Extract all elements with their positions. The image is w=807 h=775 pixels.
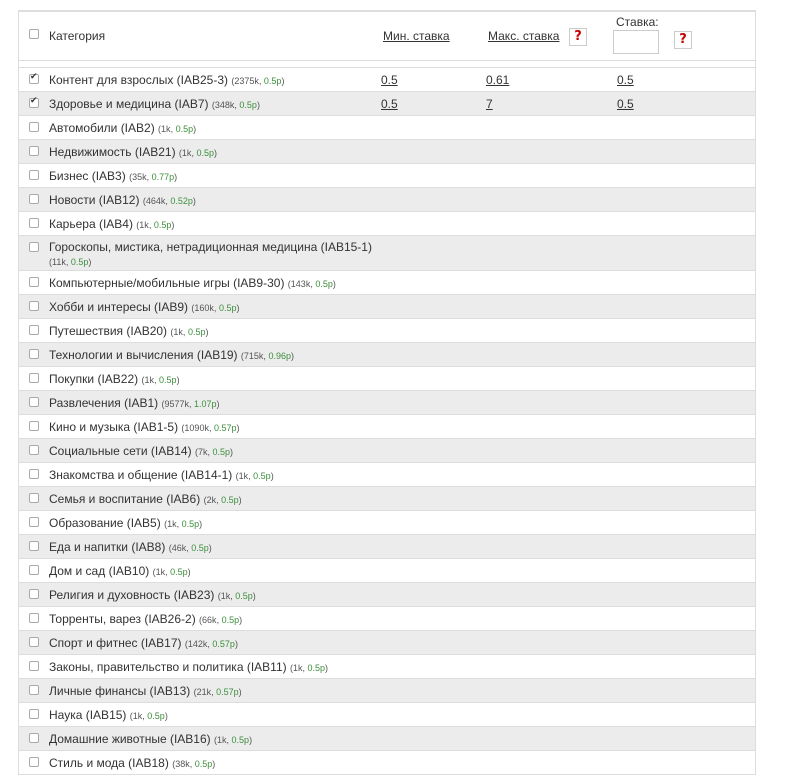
category-price: 0.5р xyxy=(212,447,230,457)
category-checkbox[interactable] xyxy=(29,421,39,431)
category-label: Хобби и интересы (IAB9) xyxy=(49,300,189,314)
table-row xyxy=(19,487,755,511)
category-stats: (143k, 0.5р) xyxy=(287,279,336,289)
impressions-count: 1k xyxy=(155,567,166,577)
category-price: 0.77р xyxy=(151,172,175,182)
category-price: 0.5р xyxy=(315,279,333,289)
category-name xyxy=(49,612,242,626)
category-checkbox[interactable] xyxy=(29,242,39,252)
category-name xyxy=(49,660,328,674)
bid-value[interactable]: 0.5 xyxy=(617,73,634,87)
category-stats: (1k, 0.5р) xyxy=(158,124,197,134)
category-name xyxy=(49,516,202,530)
table-row xyxy=(19,439,755,463)
category-name xyxy=(49,540,212,554)
impressions-count: 1k xyxy=(238,471,249,481)
impressions-count: 1k xyxy=(132,711,143,721)
max-bid-value[interactable]: 0.61 xyxy=(486,73,510,87)
category-price: 0.5р xyxy=(221,495,239,505)
category-stats: (46k, 0.5р) xyxy=(168,543,212,553)
category-checkbox[interactable] xyxy=(29,565,39,575)
impressions-count: 1k xyxy=(292,663,303,673)
impressions-count: 1k xyxy=(144,375,155,385)
category-list xyxy=(19,68,755,775)
header-spacer xyxy=(19,61,755,68)
category-price: 0.57р xyxy=(212,639,235,649)
bid-input[interactable] xyxy=(613,30,659,54)
category-table xyxy=(18,10,756,775)
min-bid-value[interactable]: 0.5 xyxy=(381,97,398,111)
impressions-count: 464k xyxy=(145,196,166,206)
category-name xyxy=(49,324,208,338)
table-row xyxy=(19,751,755,775)
category-label: Знакомства и общение (IAB14-1) xyxy=(49,468,233,482)
table-row xyxy=(19,415,755,439)
category-label: Бизнес (IAB3) xyxy=(49,169,126,183)
table-row xyxy=(19,535,755,559)
category-price: 0.5р xyxy=(194,759,213,769)
bid-help-icon[interactable]: ? xyxy=(674,31,692,49)
impressions-count: 160k xyxy=(194,303,214,313)
category-stats: (1k, 0.5р) xyxy=(141,375,180,385)
category-stats: (1k, 0.5р) xyxy=(214,735,253,745)
category-price: 1.07р xyxy=(194,399,217,409)
category-stats: (1k, 0.5р) xyxy=(289,663,329,673)
category-checkbox[interactable] xyxy=(29,98,39,108)
category-name xyxy=(49,169,177,183)
category-label: Карьера (IAB4) xyxy=(49,217,133,231)
table-row xyxy=(19,92,755,116)
category-price: 0.5р xyxy=(235,591,253,601)
category-name xyxy=(49,636,238,650)
table-row xyxy=(19,319,755,343)
category-stats: (1090k, 0.57р) xyxy=(181,423,240,433)
category-stats: (2k, 0.5р) xyxy=(203,495,242,505)
category-checkbox[interactable] xyxy=(29,757,39,767)
category-checkbox[interactable] xyxy=(29,349,39,359)
category-name xyxy=(49,217,174,231)
table-row xyxy=(19,271,755,295)
category-label: Торренты, варез (IAB26-2) xyxy=(49,612,196,626)
category-label: Технологии и вычисления (IAB19) xyxy=(49,348,238,362)
category-stats: (1k, 0.5р) xyxy=(170,327,209,337)
table-row xyxy=(19,679,755,703)
category-stats: (9577k, 1.07р) xyxy=(161,399,220,409)
category-label: Путешествия (IAB20) xyxy=(49,324,168,338)
category-checkbox[interactable] xyxy=(29,397,39,407)
category-name xyxy=(49,193,196,207)
table-row xyxy=(19,463,755,487)
category-checkbox[interactable] xyxy=(29,445,39,455)
category-name xyxy=(49,420,240,434)
category-label: Развлечения (IAB1) xyxy=(49,396,159,410)
category-checkbox[interactable] xyxy=(29,74,39,84)
category-price: 0.5р xyxy=(153,220,172,230)
category-price: 0.5р xyxy=(253,471,271,481)
category-checkbox[interactable] xyxy=(29,301,39,311)
category-stats: (1k, 0.5р) xyxy=(217,591,256,601)
category-checkbox[interactable] xyxy=(29,541,39,551)
category-stats: (348k, 0.5р) xyxy=(211,100,260,110)
category-name xyxy=(49,444,233,458)
category-price: 0.5р xyxy=(196,148,214,158)
category-name xyxy=(49,708,168,722)
impressions-count: 142k xyxy=(187,639,208,649)
table-row xyxy=(19,631,755,655)
table-row xyxy=(19,295,755,319)
category-label: Недвижимость (IAB21) xyxy=(49,145,176,159)
impressions-count: 1k xyxy=(220,591,231,601)
impressions-count: 1k xyxy=(181,148,192,158)
table-row xyxy=(19,703,755,727)
category-label: Домашние животные (IAB16) xyxy=(49,732,211,746)
category-name xyxy=(49,396,220,410)
impressions-count: 35k xyxy=(132,172,147,182)
category-stats: (1k, 0.5р) xyxy=(178,148,217,158)
category-label: Кино и музыка (IAB1-5) xyxy=(49,420,179,434)
category-checkbox[interactable] xyxy=(29,709,39,719)
category-column-header: Категория xyxy=(49,29,106,43)
table-row xyxy=(19,511,755,535)
category-label: Стиль и мода (IAB18) xyxy=(49,756,169,770)
category-name xyxy=(49,121,196,135)
category-label: Контент для взрослых (IAB25-3) xyxy=(49,73,229,87)
impressions-count: 66k xyxy=(202,615,217,625)
category-checkbox[interactable] xyxy=(29,637,39,647)
category-checkbox[interactable] xyxy=(29,373,39,383)
category-price: 0.57р xyxy=(216,687,239,697)
category-label: Здоровье и медицина (IAB7) xyxy=(49,97,209,111)
category-price: 0.5р xyxy=(159,375,177,385)
category-price: 0.52р xyxy=(170,196,193,206)
category-label: Законы, правительство и политика (IAB11) xyxy=(49,660,287,674)
category-checkbox[interactable] xyxy=(29,170,39,180)
category-price: 0.5р xyxy=(218,303,237,313)
category-label: Гороскопы, мистика, нетрадиционная медицина (IAB15-1) xyxy=(49,240,372,254)
category-label: Наука (IAB15) xyxy=(49,708,127,722)
min-bid-sort-link[interactable]: Мин. ставка xyxy=(383,29,450,43)
category-checkbox[interactable] xyxy=(29,661,39,671)
category-name xyxy=(49,684,242,698)
category-price: 0.96р xyxy=(268,351,291,361)
category-stats: (1k, 0.5р) xyxy=(152,567,191,577)
category-name xyxy=(49,240,379,269)
min-bid-value[interactable]: 0.5 xyxy=(381,73,398,87)
impressions-count: 1k xyxy=(139,220,149,230)
category-price: 0.5р xyxy=(239,100,257,110)
select-all-checkbox[interactable] xyxy=(29,29,39,39)
category-label: Новости (IAB12) xyxy=(49,193,140,207)
category-stats: (38k, 0.5р) xyxy=(172,759,216,769)
category-price: 0.5р xyxy=(170,567,188,577)
table-row xyxy=(19,164,755,188)
category-price: 0.5р xyxy=(191,543,209,553)
category-label: Покупки (IAB22) xyxy=(49,372,139,386)
table-row xyxy=(19,607,755,631)
table-row xyxy=(19,727,755,751)
table-row xyxy=(19,68,755,92)
category-stats: (11k, 0.5р) xyxy=(49,257,92,267)
category-checkbox[interactable] xyxy=(29,469,39,479)
category-price: 0.5р xyxy=(70,257,89,267)
impressions-count: 21k xyxy=(196,687,212,697)
impressions-count: 11k xyxy=(52,257,66,267)
category-checkbox[interactable] xyxy=(29,146,39,156)
category-price: 0.57р xyxy=(213,423,237,433)
category-name xyxy=(49,732,252,746)
category-checkbox[interactable] xyxy=(29,517,39,527)
category-stats: (2375k, 0.5р) xyxy=(231,76,285,86)
category-price: 0.5р xyxy=(263,76,282,86)
category-name xyxy=(49,492,242,506)
category-price: 0.5р xyxy=(221,615,240,625)
category-label: Религия и духовность (IAB23) xyxy=(49,588,215,602)
impressions-count: 38k xyxy=(175,759,190,769)
category-stats: (1k, 0.5р) xyxy=(164,519,203,529)
table-row xyxy=(19,583,755,607)
table-row xyxy=(19,391,755,415)
category-name xyxy=(49,145,217,159)
category-name xyxy=(49,756,215,770)
max-bid-help-icon[interactable]: ? xyxy=(569,28,587,46)
impressions-count: 1k xyxy=(161,124,171,134)
impressions-count: 1k xyxy=(173,327,183,337)
category-label: Личные финансы (IAB13) xyxy=(49,684,191,698)
impressions-count: 348k xyxy=(214,100,235,110)
table-row xyxy=(19,116,755,140)
bid-label: Ставка: xyxy=(616,15,659,29)
category-stats: (715k, 0.96р) xyxy=(240,351,294,361)
category-stats: (160k, 0.5р) xyxy=(191,303,240,313)
category-name xyxy=(49,97,260,111)
impressions-count: 2k xyxy=(206,495,217,505)
category-checkbox[interactable] xyxy=(29,685,39,695)
category-price: 0.5р xyxy=(187,327,206,337)
impressions-count: 715k xyxy=(243,351,264,361)
table-row xyxy=(19,367,755,391)
category-label: Еда и напитки (IAB8) xyxy=(49,540,166,554)
category-checkbox[interactable] xyxy=(29,733,39,743)
category-label: Автомобили (IAB2) xyxy=(49,121,155,135)
category-price: 0.5р xyxy=(231,735,250,745)
category-checkbox[interactable] xyxy=(29,122,39,132)
category-checkbox[interactable] xyxy=(29,325,39,335)
table-row xyxy=(19,188,755,212)
table-row xyxy=(19,559,755,583)
category-name xyxy=(49,468,274,482)
impressions-count: 143k xyxy=(290,279,311,289)
category-label: Социальные сети (IAB14) xyxy=(49,444,192,458)
impressions-count: 1090k xyxy=(184,423,209,433)
impressions-count: 7k xyxy=(197,447,208,457)
category-price: 0.5р xyxy=(181,519,200,529)
impressions-count: 2375k xyxy=(234,76,259,86)
category-stats: (35k, 0.77р) xyxy=(129,172,178,182)
category-checkbox[interactable] xyxy=(29,277,39,287)
impressions-count: 46k xyxy=(171,543,187,553)
bid-value[interactable]: 0.5 xyxy=(617,97,634,111)
category-name xyxy=(49,300,239,314)
category-stats: (142k, 0.57р) xyxy=(184,639,238,649)
impressions-count: 9577k xyxy=(164,399,189,409)
table-row xyxy=(19,236,755,271)
category-stats: (464k, 0.52р) xyxy=(142,196,196,206)
category-price: 0.5р xyxy=(307,663,326,673)
category-stats: (1k, 0.5р) xyxy=(129,711,168,721)
category-stats: (1k, 0.5р) xyxy=(136,220,175,230)
category-name xyxy=(49,372,180,386)
category-stats: (21k, 0.57р) xyxy=(193,687,242,697)
category-label: Спорт и фитнес (IAB17) xyxy=(49,636,182,650)
category-name xyxy=(49,276,336,290)
category-name xyxy=(49,588,256,602)
category-price: 0.5р xyxy=(175,124,194,134)
table-row xyxy=(19,140,755,164)
category-checkbox[interactable] xyxy=(29,613,39,623)
max-bid-sort-link[interactable]: Макс. ставка xyxy=(488,29,560,43)
category-price: 0.5р xyxy=(147,711,165,721)
category-stats: (1k, 0.5р) xyxy=(235,471,274,481)
category-checkbox[interactable] xyxy=(29,589,39,599)
category-checkbox[interactable] xyxy=(29,194,39,204)
category-label: Дом и сад (IAB10) xyxy=(49,564,150,578)
category-name xyxy=(49,348,294,362)
category-label: Образование (IAB5) xyxy=(49,516,161,530)
table-header xyxy=(19,12,755,61)
impressions-count: 1k xyxy=(167,519,177,529)
category-stats: (66k, 0.5р) xyxy=(199,615,243,625)
category-label: Компьютерные/мобильные игры (IAB9-30) xyxy=(49,276,285,290)
category-name xyxy=(49,73,284,87)
table-row xyxy=(19,212,755,236)
category-checkbox[interactable] xyxy=(29,493,39,503)
category-stats: (7k, 0.5р) xyxy=(194,447,233,457)
table-row xyxy=(19,343,755,367)
table-row xyxy=(19,655,755,679)
category-name xyxy=(49,564,191,578)
max-bid-value[interactable]: 7 xyxy=(486,97,493,111)
category-label: Семья и воспитание (IAB6) xyxy=(49,492,201,506)
impressions-count: 1k xyxy=(217,735,227,745)
category-checkbox[interactable] xyxy=(29,218,39,228)
